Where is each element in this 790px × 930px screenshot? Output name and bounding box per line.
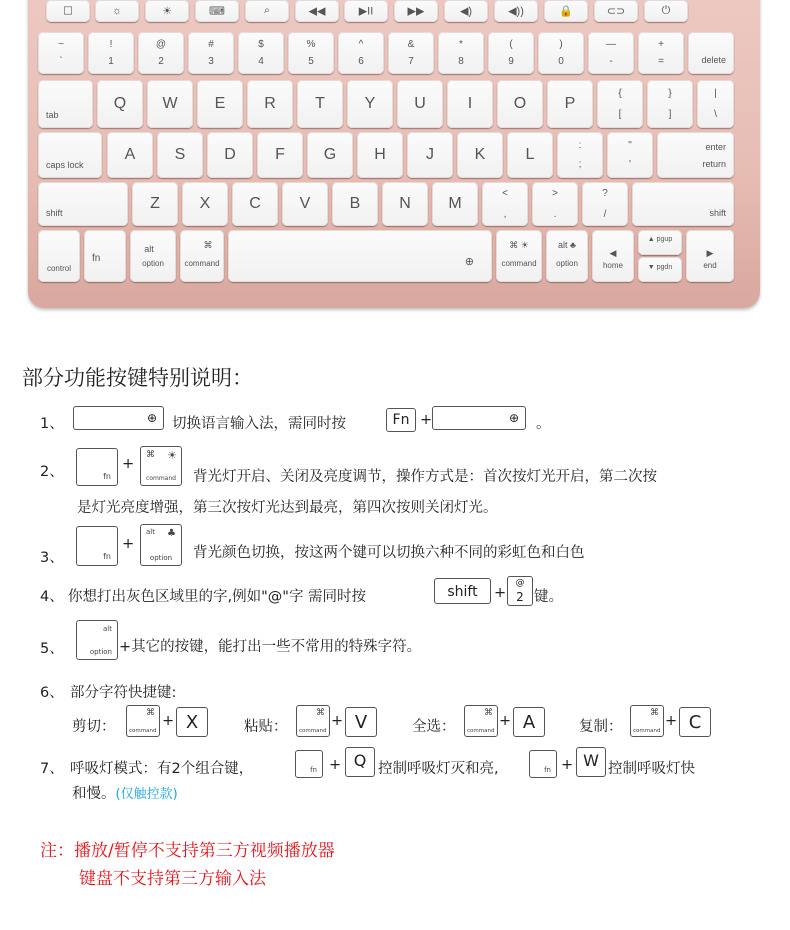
- paste-label: 粘贴：: [244, 719, 288, 735]
- item-4-text: 你想打出灰色区域里的字,例如"@"字 需同时按: [68, 589, 367, 605]
- globe-icon: ⊕: [464, 256, 474, 268]
- delete-key: [688, 32, 734, 74]
- plus-sign: +: [122, 456, 135, 472]
- option-color-icon: alt ♣: [558, 240, 576, 250]
- option-label: option: [556, 259, 578, 268]
- function-key: [46, 0, 90, 22]
- fn-label: fn: [92, 253, 101, 264]
- letter-key: [457, 132, 503, 178]
- letter-key: [147, 80, 193, 128]
- key-bottom-symbol: 0: [558, 56, 564, 67]
- key-bottom-symbol: 8: [458, 56, 464, 67]
- x-key-icon: X: [176, 707, 208, 737]
- key-letter: Q: [113, 95, 127, 112]
- plus-sign: +: [420, 412, 433, 428]
- key-bottom-symbol: ;: [578, 159, 582, 170]
- key-bottom-symbol: ': [629, 159, 631, 170]
- function-key: [295, 0, 339, 22]
- letter-key: [382, 182, 428, 226]
- key-letter: M: [448, 195, 462, 212]
- letter-key: [332, 182, 378, 226]
- command-key-icon: ⌘ command: [630, 705, 664, 737]
- key-top-symbol: ^: [358, 39, 364, 50]
- letter-key: [357, 132, 403, 178]
- plus-sign: +: [494, 585, 507, 601]
- letter-key: [247, 80, 293, 128]
- key-bottom-symbol: \: [714, 109, 717, 120]
- home-label: home: [602, 261, 623, 270]
- function-key-icon: ⌨: [209, 5, 225, 18]
- key-top-symbol: #: [208, 39, 214, 50]
- number-key: [338, 32, 384, 74]
- enter-label: enter: [705, 142, 726, 152]
- item-6-text: 部分字符快捷键:: [70, 685, 177, 701]
- option-label: option: [142, 259, 164, 268]
- key-bottom-symbol: .: [553, 209, 557, 220]
- function-key: [245, 0, 289, 22]
- key-top-symbol: |: [714, 88, 717, 99]
- key-letter: S: [174, 146, 186, 163]
- plus-sign: +: [499, 713, 512, 729]
- plus-sign: +: [162, 713, 175, 729]
- command-right-key: [496, 230, 542, 282]
- keyboard-image: [28, 0, 760, 308]
- period-key: [532, 182, 578, 226]
- end-key: [686, 230, 734, 282]
- key-bottom-symbol: -: [609, 56, 613, 67]
- letter-key: [447, 80, 493, 128]
- command-left-key: [180, 230, 224, 282]
- w-key-icon: W: [576, 747, 606, 777]
- letter-key: [97, 80, 143, 128]
- key-top-symbol: +: [658, 39, 664, 50]
- letter-key: [157, 132, 203, 178]
- function-key-icon: ⏻: [661, 4, 671, 17]
- item-2-line2: 是灯光亮度增强，第三次按灯光达到最亮，第四次按则关闭灯光。: [77, 500, 498, 516]
- return-label: return: [702, 159, 726, 169]
- key-letter: Y: [364, 95, 376, 112]
- function-key: [195, 0, 239, 22]
- plus-sign: +: [122, 536, 135, 552]
- option-key-icon: alt option: [76, 620, 118, 660]
- key-letter: F: [275, 146, 285, 163]
- item-1-end: 。: [536, 416, 551, 432]
- shift-label: shift: [46, 208, 63, 218]
- option-right-key: [546, 230, 588, 282]
- item-7-number: 7、: [40, 761, 64, 777]
- key-letter: E: [214, 95, 226, 112]
- key-bottom-symbol: 5: [308, 56, 314, 67]
- key-bottom-symbol: 1: [108, 56, 114, 67]
- letter-key: [282, 182, 328, 226]
- fn-key-icon: fn: [529, 750, 557, 778]
- function-key-icon: ◀)): [508, 5, 524, 18]
- function-key: [344, 0, 388, 22]
- command-light-icon: ⌘ ☀: [509, 240, 529, 250]
- key-bottom-symbol: [: [618, 109, 622, 120]
- fn-key-icon: fn: [76, 448, 118, 486]
- key-bottom-symbol: 6: [358, 56, 364, 67]
- function-key: [145, 0, 189, 22]
- fn-key-icon: fn: [295, 750, 323, 778]
- function-key-icon: ☐: [63, 5, 73, 18]
- function-key-icon: ⌕: [263, 4, 271, 17]
- space-key-icon: ⊕: [73, 406, 164, 430]
- function-key-icon: ⊂⊃: [606, 5, 626, 18]
- item-6-number: 6、: [40, 685, 64, 701]
- number-key: [88, 32, 134, 74]
- command-key-icon: ⌘ command: [296, 705, 330, 737]
- key-letter: H: [374, 146, 386, 163]
- bracket-right-key: [647, 80, 693, 128]
- item-4-number: 4、: [40, 589, 64, 605]
- note-line-1: 注：播放/暂停不支持第三方视频播放器: [40, 841, 335, 861]
- number-key: [638, 32, 684, 74]
- plus-sign: +: [331, 713, 344, 729]
- function-key: [494, 0, 538, 22]
- key-top-symbol: {: [618, 88, 622, 99]
- key-top-symbol: *: [459, 39, 463, 50]
- tab-label: tab: [46, 110, 59, 120]
- key-letter: I: [467, 95, 473, 112]
- left-arrow-icon: ◀: [609, 248, 617, 258]
- number-key: [488, 32, 534, 74]
- key-top-symbol: >: [552, 188, 558, 199]
- letter-key: [257, 132, 303, 178]
- item-7-text-3: 控制呼吸灯快: [608, 761, 695, 777]
- key-bottom-symbol: 2: [158, 56, 164, 67]
- cut-label: 剪切：: [72, 719, 116, 735]
- number-key: [538, 32, 584, 74]
- backslash-key: [697, 80, 734, 128]
- item-2-line1: 背光灯开启、关闭及亮度调节，操作方式是：首次按灯光开启，第二次按: [193, 469, 657, 485]
- end-label: end: [703, 261, 717, 270]
- letter-key: [132, 182, 178, 226]
- enter-key: [657, 132, 734, 178]
- letter-key: [232, 182, 278, 226]
- number-key: [288, 32, 334, 74]
- function-key: [544, 0, 588, 22]
- key-letter: W: [162, 95, 178, 112]
- letter-key: [497, 80, 543, 128]
- caps-lock-label: caps lock: [46, 160, 84, 170]
- item-3-number: 3、: [40, 550, 64, 566]
- pgdn-label: ▼ pgdn: [647, 264, 673, 271]
- number-key: [188, 32, 234, 74]
- letter-key: [407, 132, 453, 178]
- touch-note: (仅触控款): [115, 787, 178, 802]
- letter-key: [307, 132, 353, 178]
- function-key-icon: ◀◀: [308, 5, 326, 18]
- command-light-key-icon: ⌘ ☀ command: [140, 446, 182, 486]
- key-bottom-symbol: 9: [508, 56, 514, 67]
- shift-label: shift: [709, 208, 726, 218]
- item-7-text-2: 控制呼吸灯灭和亮,: [378, 761, 499, 777]
- command-label: command: [501, 259, 537, 268]
- plus-sign: +: [329, 757, 342, 773]
- function-key-icon: ☀: [162, 5, 172, 18]
- space-key-icon: ⊕: [432, 406, 526, 430]
- key-top-symbol: (: [509, 39, 513, 50]
- command-key-icon: ⌘ command: [464, 705, 498, 737]
- page-up-key: [638, 230, 682, 255]
- number-key: [138, 32, 184, 74]
- delete-label: delete: [701, 55, 726, 65]
- function-key: [594, 0, 638, 22]
- letter-key: [182, 182, 228, 226]
- function-key-icon: 🔒: [559, 5, 573, 18]
- key-bottom-symbol: ,: [503, 209, 507, 220]
- key-bottom-symbol: =: [658, 56, 664, 67]
- item-5-text: +其它的按键，能打出一些不常用的特殊字符。: [119, 639, 422, 655]
- item-4-end: 键。: [534, 589, 563, 605]
- shift-right-key: [632, 182, 734, 226]
- number-key: [38, 32, 84, 74]
- control-key: [38, 230, 80, 282]
- letter-key: [397, 80, 443, 128]
- key-letter: J: [426, 146, 434, 163]
- key-top-symbol: —: [606, 39, 616, 50]
- note-line-2: 键盘不支持第三方输入法: [79, 869, 266, 889]
- function-key: [95, 0, 139, 22]
- manual-title: 部分功能按键特别说明：: [22, 366, 253, 390]
- right-arrow-icon: ▶: [706, 248, 714, 258]
- key-letter: N: [399, 195, 411, 212]
- number-key: [238, 32, 284, 74]
- key-bottom-symbol: ]: [668, 109, 672, 120]
- command-icon: ⌘: [203, 240, 213, 250]
- function-key: [394, 0, 438, 22]
- item-7-line2: 和慢。(仅触控款): [72, 786, 178, 802]
- fn-key-icon: Fn: [386, 408, 416, 432]
- plus-sign: +: [665, 713, 678, 729]
- item-1-text: 切换语言输入法，需同时按: [172, 416, 346, 432]
- key-top-symbol: ": [628, 140, 632, 151]
- key-letter: Z: [150, 195, 160, 212]
- bracket-left-key: [597, 80, 643, 128]
- key-letter: D: [224, 146, 236, 163]
- key-top-symbol: ): [559, 39, 563, 50]
- key-letter: U: [414, 95, 426, 112]
- letter-key: [197, 80, 243, 128]
- q-key-icon: Q: [345, 747, 375, 777]
- key-bottom-symbol: `: [59, 56, 63, 67]
- number-key: [588, 32, 634, 74]
- letter-key: [432, 182, 478, 226]
- key-letter: R: [264, 95, 276, 112]
- key-letter: C: [249, 195, 261, 212]
- letter-key: [207, 132, 253, 178]
- key-bottom-symbol: /: [603, 209, 607, 220]
- shift-left-key: [38, 182, 128, 226]
- colon-key: [557, 132, 603, 178]
- letter-key: [547, 80, 593, 128]
- function-key-icon: ▶II: [358, 5, 374, 18]
- alt-label: alt: [144, 244, 154, 254]
- key-letter: G: [323, 146, 337, 163]
- function-key-icon: ▶▶: [407, 5, 425, 18]
- key-letter: A: [124, 146, 136, 163]
- key-top-symbol: %: [306, 39, 316, 50]
- key-letter: B: [349, 195, 361, 212]
- key-top-symbol: &: [407, 39, 415, 50]
- fn-key-icon: fn: [76, 526, 118, 566]
- key-bottom-symbol: 7: [408, 56, 414, 67]
- item-7-text: 呼吸灯模式：有2个组合键，: [70, 761, 254, 777]
- key-letter: V: [299, 195, 311, 212]
- plus-sign: +: [561, 757, 574, 773]
- key-letter: X: [199, 195, 211, 212]
- space-key: [228, 230, 492, 282]
- key-top-symbol: :: [578, 140, 582, 151]
- fn-key: [84, 230, 126, 282]
- number-key: [388, 32, 434, 74]
- key-letter: K: [474, 146, 486, 163]
- a-key-icon: A: [513, 707, 545, 737]
- key-top-symbol: @: [155, 39, 167, 50]
- function-key-icon: ◀): [459, 5, 473, 18]
- slash-key: [582, 182, 628, 226]
- home-key: [592, 230, 634, 282]
- key-top-symbol: !: [109, 39, 113, 50]
- item-2-number: 2、: [40, 464, 64, 480]
- item-5-number: 5、: [40, 641, 64, 657]
- caps-lock-key: [38, 132, 102, 178]
- function-key-icon: ☼: [111, 5, 123, 17]
- number-key: [438, 32, 484, 74]
- key-top-symbol: ~: [58, 39, 64, 50]
- tab-key: [38, 80, 93, 128]
- key-letter: T: [315, 95, 325, 112]
- command-key-icon: ⌘ command: [126, 705, 160, 737]
- quote-key: [607, 132, 653, 178]
- key-letter: O: [513, 95, 527, 112]
- function-key: [444, 0, 488, 22]
- command-label: command: [184, 259, 220, 268]
- copy-label: 复制：: [579, 719, 623, 735]
- letter-key: [347, 80, 393, 128]
- page-down-key: [638, 257, 682, 282]
- key-letter: L: [525, 146, 535, 163]
- key-top-symbol: <: [502, 188, 508, 199]
- v-key-icon: V: [345, 707, 377, 737]
- key-bottom-symbol: 3: [208, 56, 214, 67]
- option-left-key: [130, 230, 176, 282]
- option-color-key-icon: alt ♣ option: [140, 524, 182, 566]
- letter-key: [107, 132, 153, 178]
- key-top-symbol: $: [258, 39, 264, 50]
- comma-key: [482, 182, 528, 226]
- function-key: [644, 0, 688, 22]
- key-letter: P: [564, 95, 576, 112]
- item-3-text: 背光颜色切换，按这两个键可以切换六种不同的彩虹色和白色: [193, 545, 585, 561]
- letter-key: [507, 132, 553, 178]
- pgup-label: ▲ pgup: [647, 236, 673, 243]
- two-key-icon: @ 2: [507, 576, 533, 606]
- letter-key: [297, 80, 343, 128]
- key-top-symbol: ?: [602, 188, 608, 199]
- c-key-icon: C: [679, 707, 711, 737]
- control-label: control: [46, 264, 71, 273]
- key-top-symbol: }: [668, 88, 672, 99]
- shift-key-icon: shift: [434, 578, 491, 604]
- item-1-number: 1、: [40, 416, 64, 432]
- select-all-label: 全选：: [412, 719, 456, 735]
- key-bottom-symbol: 4: [258, 56, 264, 67]
